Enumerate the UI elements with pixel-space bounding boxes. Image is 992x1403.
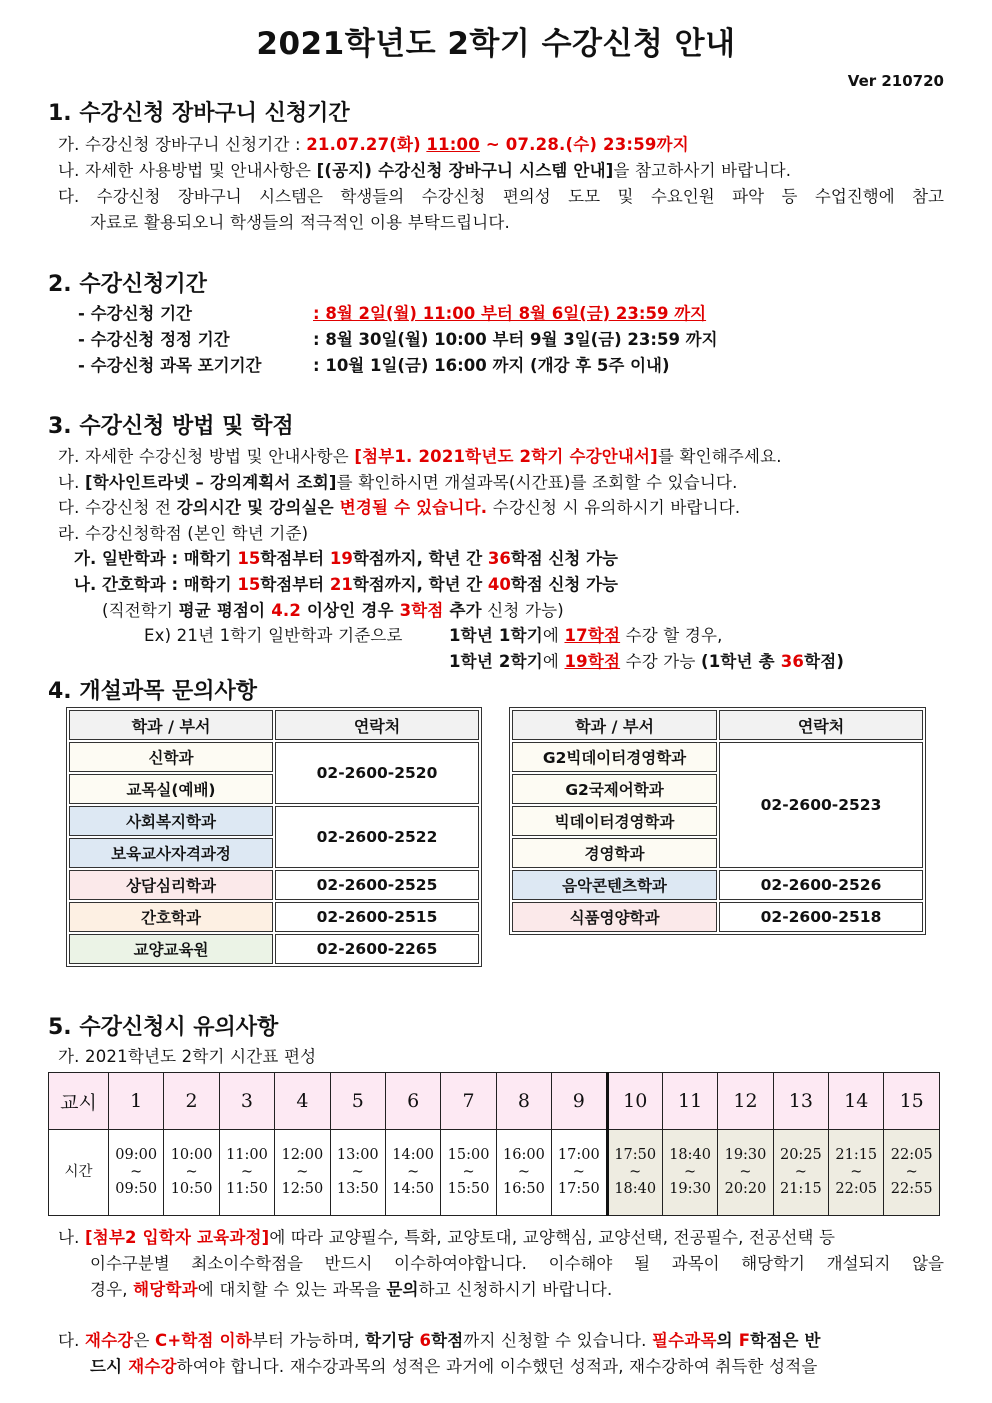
s2-row-value: : 10월 1일(금) 16:00 까지 (개강 후 5주 이내) (313, 356, 670, 375)
period-end-time: 13:50 (336, 1181, 379, 1197)
timetable-period-cell: 15 (884, 1073, 939, 1130)
time-range-tilde: ~ (462, 1164, 475, 1180)
s3-extra-credit: (직전학기 평균 평점이 4.2 이상인 경우 3학점 추가 신청 가능) (102, 601, 564, 620)
section-1-heading: 1. 수강신청 장바구니 신청기간 (48, 101, 350, 126)
version-label: Ver 210720 (847, 72, 944, 90)
time-range-tilde: ~ (794, 1164, 807, 1180)
timetable-period-cell: 7 (441, 1073, 496, 1130)
s2-row-label: - 수강신청 기간 (78, 304, 192, 323)
dept-cell: 교양교육원 (69, 934, 273, 964)
section-3-heading: 3. 수강신청 방법 및 학점 (48, 414, 294, 439)
s5-item-a: 가. 2021학년도 2학기 시간표 편성 (58, 1047, 317, 1066)
timetable-period-cell: 8 (496, 1073, 551, 1130)
contact-table-right (509, 707, 926, 935)
timetable-period-cell: 3 (219, 1073, 274, 1130)
timetable-period-cell: 6 (385, 1073, 440, 1130)
dept-cell: 간호학과 (69, 902, 273, 932)
phone-cell: 02-2600-2525 (275, 870, 479, 900)
s3-item-a: 가. 자세한 수강신청 방법 및 안내사항은 [첨부1. 2021학년도 2학기 수강안내서]를 확인해주세요. (58, 447, 782, 466)
dept-cell: 식품영양학과 (512, 902, 717, 932)
period-end-time: 15:50 (447, 1181, 490, 1197)
s1-item-a: 가. 수강신청 장바구니 신청기간 : 21.07.27(화) 11:00 ~ 07.28.(수) 23:59까지 (58, 135, 689, 154)
phone-cell: 02-2600-2522 (275, 806, 479, 868)
time-range-tilde: ~ (850, 1164, 863, 1180)
period-end-time: 20:20 (724, 1181, 767, 1197)
time-range-tilde: ~ (629, 1164, 642, 1180)
s1-item-c-line2: 자료로 활용되오니 학생들의 적극적인 이용 부탁드립니다. (90, 213, 511, 232)
timetable-period-cell: 10 (607, 1073, 662, 1130)
period-end-time: 10:50 (170, 1181, 213, 1197)
s5-item-c-line2: 드시 재수강하여야 합니다. 재수강과목의 성적은 과거에 이수했던 성적과, 재수강하여 취득한 성적을 (90, 1357, 818, 1376)
s2-row-label: - 수강신청 과목 포기기간 (78, 356, 262, 375)
timetable-period-cell: 12 (718, 1073, 773, 1130)
s5-item-b-line2: 이수구분별 최소이수학점을 반드시 이수하여야합니다. 이수해야 될 과목이 해당학기 개설되지 않을 (90, 1254, 944, 1273)
period-end-time: 11:50 (226, 1181, 268, 1197)
dept-cell: 신학과 (69, 742, 273, 772)
timetable-time-cell (441, 1130, 496, 1216)
period-start-time: 19:30 (724, 1147, 767, 1163)
dept-cell: G2국제어학과 (512, 774, 717, 804)
period-end-time: 16:50 (503, 1181, 545, 1197)
time-range-tilde: ~ (351, 1164, 364, 1180)
s3-item-c: 다. 수강신청 전 강의시간 및 강의실은 변경될 수 있습니다. 수강신청 시 유의하시기 바랍니다. (58, 498, 741, 517)
period-end-time: 14:50 (392, 1181, 435, 1197)
timetable-period-cell: 9 (552, 1073, 607, 1130)
timetable-time-cell (829, 1130, 884, 1216)
col-header-contact: 연락처 (275, 710, 479, 740)
s5-item-c-line1: 다. 재수강은 C+학점 이하부터 가능하며, 학기당 6학점까지 신청할 수 있습니다. 필수과목의 F학점은 반 (58, 1331, 821, 1350)
timetable-period-cell: 13 (773, 1073, 828, 1130)
period-start-time: 11:00 (226, 1147, 268, 1163)
s3-example-line1: 1학년 1학기에 17학점 수강 할 경우, (449, 626, 723, 645)
contact-table-left (66, 707, 482, 967)
timetable-period-cell: 1 (109, 1073, 164, 1130)
phone-cell: 02-2600-2526 (719, 870, 923, 900)
timetable-period-cell: 4 (275, 1073, 330, 1130)
timetable-time-cell (552, 1130, 607, 1216)
time-range-tilde: ~ (296, 1164, 309, 1180)
timetable-time-cell (718, 1130, 773, 1216)
period-start-time: 17:50 (614, 1147, 657, 1163)
s3-item-b: 나. [학사인트라넷 – 강의계획서 조회]를 확인하시면 개설과목(시간표)를 조회할 수 있습니다. (58, 473, 738, 492)
period-end-time: 22:05 (835, 1181, 878, 1197)
phone-cell: 02-2600-2520 (275, 742, 479, 804)
period-start-time: 18:40 (669, 1147, 711, 1163)
time-range-tilde: ~ (407, 1164, 420, 1180)
timetable-period-cell: 11 (662, 1073, 717, 1130)
timetable-time-cell (164, 1130, 219, 1216)
dept-cell: 경영학과 (512, 838, 717, 868)
period-end-time: 19:30 (669, 1181, 711, 1197)
timetable-time-cell (275, 1130, 330, 1216)
timetable-time-cell (884, 1130, 939, 1216)
s3-example-prefix: Ex) 21년 1학기 일반학과 기준으로 (144, 626, 403, 645)
time-range-tilde: ~ (240, 1164, 254, 1180)
period-end-time: 09:50 (115, 1181, 158, 1197)
s1-item-c-line1: 다. 수강신청 장바구니 시스템은 학생들의 수강신청 편의성 도모 및 수요인원 파악 등 수업진행에 참고 (58, 187, 944, 206)
period-start-time: 09:00 (115, 1147, 158, 1163)
col-header-contact: 연락처 (719, 710, 923, 740)
dept-cell: 음악콘텐츠학과 (512, 870, 717, 900)
dept-cell: 교목실(예배) (69, 774, 273, 804)
timetable-time-cell (662, 1130, 717, 1216)
s3-credit-general: 가. 일반학과 : 매학기 15학점부터 19학점까지, 학년 간 36학점 신청 가능 (74, 549, 618, 568)
period-end-time: 21:15 (779, 1181, 822, 1197)
s5-item-b-line3: 경우, 해당학과에 대치할 수 있는 과목을 문의하고 신청하시기 바랍니다. (90, 1280, 613, 1299)
s5-item-b-line1: 나. [첨부2 입학자 교육과정]에 따라 교양필수, 특화, 교양토대, 교양핵심, 교양선택, 전공필수, 전공선택 등 (58, 1228, 836, 1247)
period-end-time: 17:50 (557, 1181, 600, 1197)
period-end-time: 12:50 (281, 1181, 324, 1197)
col-header-dept: 학과 / 부서 (69, 710, 273, 740)
phone-cell: 02-2600-2515 (275, 902, 479, 932)
time-range-tilde: ~ (739, 1164, 752, 1180)
timetable (48, 1072, 940, 1216)
page-title: 2021학년도 2학기 수강신청 안내 (256, 26, 736, 62)
phone-cell: 02-2600-2265 (275, 934, 479, 964)
section-5-heading: 5. 수강신청시 유의사항 (48, 1015, 279, 1040)
period-start-time: 21:15 (835, 1147, 878, 1163)
s1-item-b: 나. 자세한 사용방법 및 안내사항은 [(공지) 수강신청 장바구니 시스템 안내]을 참고하사기 바랍니다. (58, 161, 792, 180)
period-end-time: 22:55 (890, 1181, 933, 1197)
period-start-time: 12:00 (281, 1147, 324, 1163)
section-4-heading: 4. 개설과목 문의사항 (48, 679, 257, 704)
period-start-time: 10:00 (170, 1147, 213, 1163)
timetable-time-cell (109, 1130, 164, 1216)
timetable-period-label: 교시 (49, 1073, 109, 1130)
timetable-period-cell: 2 (164, 1073, 219, 1130)
dept-cell: 보육교사자격과정 (69, 838, 273, 868)
timetable-time-cell (219, 1130, 274, 1216)
timetable-time-cell (385, 1130, 440, 1216)
dept-cell: 사회복지학과 (69, 806, 273, 836)
time-range-tilde: ~ (572, 1164, 585, 1180)
timetable-time-cell (496, 1130, 551, 1216)
timetable-time-cell (773, 1130, 828, 1216)
s3-credit-nursing: 나. 간호학과 : 매학기 15학점부터 21학점까지, 학년 간 40학점 신청 가능 (74, 575, 618, 594)
timetable-period-cell: 5 (330, 1073, 385, 1130)
timetable-time-label: 시간 (49, 1130, 109, 1216)
col-header-dept: 학과 / 부서 (512, 710, 717, 740)
timetable-time-cell (330, 1130, 385, 1216)
period-start-time: 13:00 (336, 1147, 379, 1163)
time-range-tilde: ~ (130, 1164, 143, 1180)
period-start-time: 20:25 (779, 1147, 822, 1163)
dept-cell: G2빅데이터경영학과 (512, 742, 717, 772)
period-end-time: 18:40 (614, 1181, 657, 1197)
phone-cell: 02-2600-2523 (719, 742, 923, 868)
dept-cell: 상담심리학과 (69, 870, 273, 900)
section-2-heading: 2. 수강신청기간 (48, 272, 207, 297)
period-start-time: 16:00 (503, 1147, 545, 1163)
period-start-time: 17:00 (557, 1147, 600, 1163)
period-start-time: 14:00 (392, 1147, 435, 1163)
time-range-tilde: ~ (517, 1164, 530, 1180)
timetable-period-cell: 14 (829, 1073, 884, 1130)
s3-item-d: 라. 수강신청학점 (본인 학년 기준) (58, 524, 309, 543)
s2-row-value: : 8월 30일(월) 10:00 부터 9월 3일(금) 23:59 까지 (313, 330, 718, 349)
timetable-time-cell (607, 1130, 662, 1216)
time-range-tilde: ~ (684, 1164, 697, 1180)
s3-example-line2: 1학년 2학기에 19학점 수강 가능 (1학년 총 36학점) (449, 652, 845, 671)
time-range-tilde: ~ (905, 1164, 918, 1180)
dept-cell: 빅데이터경영학과 (512, 806, 717, 836)
period-start-time: 22:05 (890, 1147, 933, 1163)
period-start-time: 15:00 (447, 1147, 490, 1163)
s2-row-label: - 수강신청 정정 기간 (78, 330, 230, 349)
time-range-tilde: ~ (185, 1164, 198, 1180)
s2-row-value: : 8월 2일(월) 11:00 부터 8월 6일(금) 23:59 까지 (313, 304, 707, 323)
phone-cell: 02-2600-2518 (719, 902, 923, 932)
